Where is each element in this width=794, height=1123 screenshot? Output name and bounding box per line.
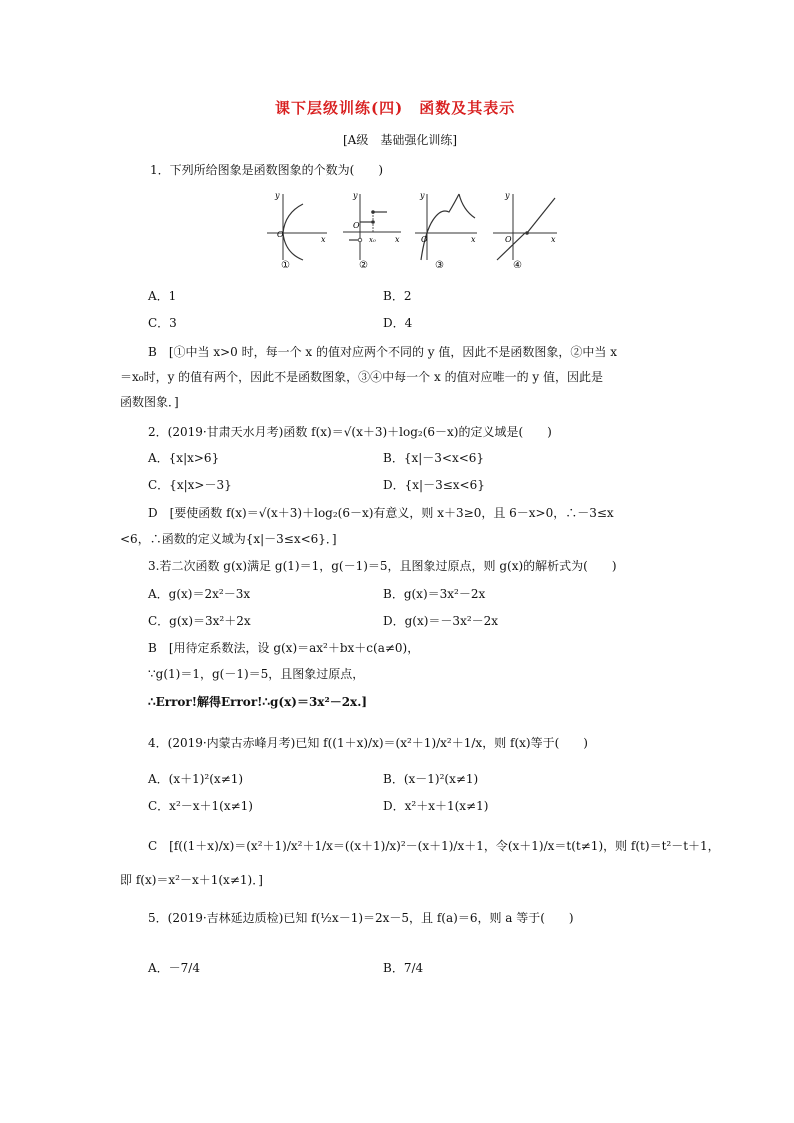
q5-option-a: A．－7/4 bbox=[148, 961, 200, 975]
q3-answer-line-1: B [用待定系数法，设 g(x)＝ax²＋bx＋c(a≠0)， bbox=[148, 641, 420, 655]
q4-answer-line-1: C [f((1＋x)/x)＝(x²＋1)/x²＋1/x＝((x＋1)/x)²－(x＋1)/x＋1，令(x＋1)/x＝t(t≠1)，则 f(t)＝t²－t＋1， bbox=[148, 839, 720, 853]
q1-option-a: A．1 bbox=[148, 289, 177, 303]
q3-option-a: A．g(x)＝2x²－3x bbox=[148, 587, 251, 601]
q4-option-c: C．x²－x＋1(x≠1) bbox=[148, 799, 253, 813]
fig3-x-label: x bbox=[471, 235, 476, 244]
q2-option-b: B．{x|－3<x<6} bbox=[383, 451, 485, 465]
q5-option-b: B．7/4 bbox=[383, 961, 424, 975]
q2-option-a: A．{x|x>6} bbox=[148, 451, 220, 465]
fig1-x-label: x bbox=[321, 235, 326, 244]
figure-3-graph bbox=[415, 191, 477, 260]
q4-option-a: A．(x＋1)²(x≠1) bbox=[148, 772, 244, 786]
fig4-x-label: x bbox=[551, 235, 556, 244]
fig1-y-label: y bbox=[275, 191, 280, 200]
q1-answer-line-2: ＝x₀时，y 的值有两个，因此不是函数图象，③④中每一个 x 的值对应唯一的 y 值，因此是 bbox=[120, 370, 603, 384]
q1-option-c: C．3 bbox=[148, 316, 177, 330]
q1-answer-line-1: B [①中当 x>0 时，每一个 x 的值对应两个不同的 y 值，因此不是函数图象，②中当 x bbox=[148, 345, 617, 359]
page-title: 课下层级训练(四) 函数及其表示 bbox=[275, 99, 516, 117]
figure-2-label: ② bbox=[359, 260, 368, 268]
q4-answer-line-2: 即 f(x)＝x²－x＋1(x≠1)．] bbox=[120, 873, 263, 887]
q1-option-d: D．4 bbox=[383, 316, 413, 330]
q5-stem: 5．(2019·吉林延边质检)已知 f(½x－1)＝2x－5，且 f(a)＝6，则 a 等于( ) bbox=[148, 911, 574, 925]
fig3-y-label: y bbox=[420, 191, 425, 200]
fig2-origin: O bbox=[353, 221, 360, 230]
q4-stem: 4．(2019·内蒙古赤峰月考)已知 f((1＋x)/x)＝(x²＋1)/x²＋1/x，则 f(x)等于( ) bbox=[148, 736, 588, 750]
figure-4-label: ④ bbox=[513, 260, 522, 268]
figure-4-graph bbox=[493, 191, 557, 260]
q3-answer-line-2: ∵g(1)＝1，g(－1)＝5，且图象过原点， bbox=[148, 667, 365, 681]
fig4-y-label: y bbox=[505, 191, 510, 200]
figure-3-label: ③ bbox=[435, 260, 444, 268]
q3-stem: 3.若二次函数 g(x)满足 g(1)＝1，g(－1)＝5，且图象过原点，则 g(x)的解析式为( ) bbox=[148, 559, 617, 573]
fig3-origin: O bbox=[421, 235, 428, 244]
fig2-x0-label: x₀ bbox=[369, 236, 376, 244]
q3-option-c: C．g(x)＝3x²＋2x bbox=[148, 614, 251, 628]
q2-option-c: C．{x|x>－3} bbox=[148, 478, 232, 492]
section-label: [A级 基础强化训练] bbox=[343, 133, 458, 147]
fig1-origin: O bbox=[277, 230, 284, 239]
fig2-y-label: y bbox=[353, 191, 358, 200]
q1-option-b: B．2 bbox=[383, 289, 412, 303]
fig2-x-label: x bbox=[395, 235, 400, 244]
figure-2-graph bbox=[343, 191, 401, 260]
figure-1-graph bbox=[267, 191, 327, 260]
q1-answer-line-3: 函数图象．] bbox=[120, 395, 179, 409]
q4-option-b: B．(x－1)²(x≠1) bbox=[383, 772, 479, 786]
q2-answer-line-2: <6，∴函数的定义域为{x|－3≤x<6}．] bbox=[120, 532, 337, 546]
q3-option-d: D．g(x)＝－3x²－2x bbox=[383, 614, 499, 628]
q4-option-d: D．x²＋x＋1(x≠1) bbox=[383, 799, 489, 813]
figure-1-label: ① bbox=[281, 260, 290, 268]
q2-answer-line-1: D [要使函数 f(x)＝√(x＋3)＋log₂(6－x)有意义，则 x＋3≥0，且 6－x>0，∴－3≤x bbox=[148, 506, 614, 520]
q3-answer-line-3: ∴Error!解得Error!∴g(x)＝3x²－2x.] bbox=[148, 695, 368, 709]
q2-option-d: D．{x|－3≤x<6} bbox=[383, 478, 485, 492]
q1-figures bbox=[265, 188, 565, 268]
q2-stem: 2．(2019·甘肃天水月考)函数 f(x)＝√(x＋3)＋log₂(6－x)的定义域是( ) bbox=[148, 425, 552, 439]
q3-option-b: B．g(x)＝3x²－2x bbox=[383, 587, 486, 601]
fig4-origin: O bbox=[505, 235, 512, 244]
q1-stem: 1．下列所给图象是函数图象的个数为( ) bbox=[150, 163, 383, 177]
